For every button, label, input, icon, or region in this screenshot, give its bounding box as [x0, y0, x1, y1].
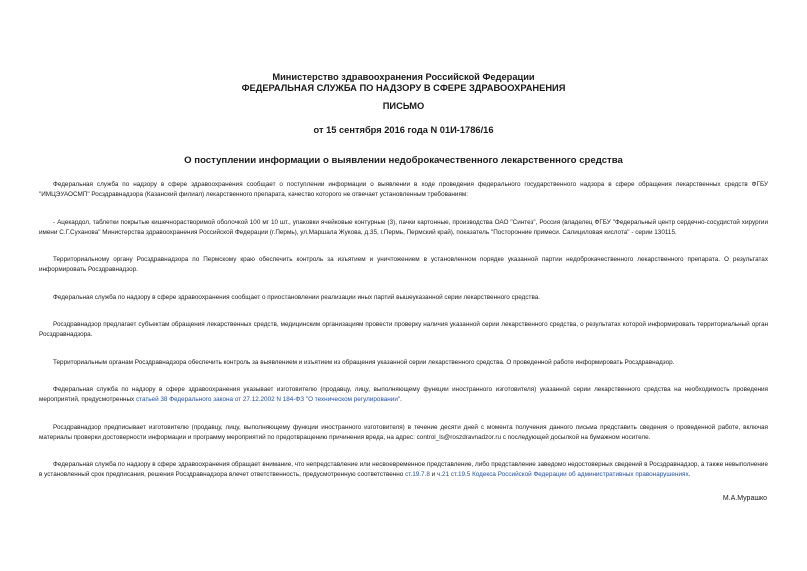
service-name: ФЕДЕРАЛЬНАЯ СЛУЖБА ПО НАДЗОРУ В СФЕРЕ ЗДРАВООХРАНЕНИЯ	[241, 83, 566, 93]
paragraph: Росздравнадзор предписывает изготовителю (продавцу, лицу, выполняющему функции иностранного изготовителя) в течение десяти дней с момента получения данного письма представить сведения о проведенной работе, включая материалы проверки достоверности информации и программу мероприятий по предотвращению причинения вреда, на адрес: control_ls@roszdravnadzor.ru с последующей досылкой на бумажном носителе.	[39, 423, 768, 441]
paragraph: Федеральная служба по надзору в сфере здравоохранения сообщает о приостановлении реализации иных партий вышеуказанной серии лекарственного средства.	[53, 293, 541, 301]
paragraph-text: Федеральная служба по надзору в сфере здравоохранения обращает внимание, что непредставление или несвоевременное представление, либо представление заведомо недостоверных сведений в Росздравнадзор, а также невыполнение в установленный срок предписания, решения Росздравнадзора влечет ответственность, предусмотренную соответственно	[39, 461, 768, 478]
paragraph: Территориальным органам Росздравнадзора обеспечить контроль за выявлением и изъятием из обращения указанной серии лекарственного средства. О проведенной работе информировать Росздравнадзор.	[53, 358, 675, 366]
document-title: О поступлении информации о выявлении недоброкачественного лекарственного средства	[184, 155, 623, 166]
paragraph: Территориальному органу Росздравнадзора по Пермскому краю обеспечить контроль за изъятием и уничтожением в установленном порядке указанной партии недоброкачественного лекарственного препарата. О результатах информировать Росздравнадзор.	[39, 256, 768, 273]
paragraph: Росздравнадзор предлагает субъектам обращения лекарственных средств, медицинским организациям провести проверку наличия указанной серии лекарственного средства, о результатах которой информировать территориальный орган Росздравнадзора.	[39, 321, 768, 338]
paragraph-with-law-link	[39, 385, 768, 405]
document-date-number: от 15 сентября 2016 года N 01И-1786/16	[313, 125, 494, 135]
paragraph-text: и	[429, 471, 437, 478]
document-type: ПИСЬМО	[382, 101, 425, 111]
paragraph-text: .	[688, 471, 691, 478]
paragraph: Федеральная служба по надзору в сфере здравоохранения сообщает о поступлении информации о выявлении в ходе проведения федерального государственного надзора в сфере обращения лекарственных средств ФГБУ "ИМЦЭУАОСМП" Росздравнадзора (Казанский филиал) лекарственного препарата, качество которого не отвечает установленным требованиям:	[39, 181, 768, 198]
koap-19-7-8-link[interactable]: ст.19.7.8	[405, 471, 430, 478]
paragraph-text: .	[400, 396, 402, 403]
ministry-name: Министерство здравоохранения Российской Федерации	[272, 72, 535, 82]
signature: М.А.Мурашко	[722, 495, 767, 502]
document-body	[39, 180, 768, 498]
koap-19-5-link[interactable]: ч.21 ст.19.5 Кодекса Российской Федерации об административных правонарушениях	[436, 471, 689, 478]
paragraph-text: Федеральная служба по надзору в сфере здравоохранения указывает изготовителю (продавцу, лицу, выполняющему функции иностранного изготовителя) указанной серии лекарственного средства на необходимость проведения мероприятий, предусмотренных	[39, 386, 768, 403]
paragraph-drug-item: - Ацекардол, таблетки покрытые кишечнорастворимой оболочкой 100 мг 10 шт., упаковки ячейковые контурные (3), пачки картонные, производства ОАО "Синтез", Россия (владелец ФГБУ "Федеральный центр сердечно-сосудистой хирургии имени С.Г.Суханова" Министерства здравоохранения Российской Федерации (г.Пермь), ул.Маршала Жукова, д.35, г.Пермь, Пермский край), показатель "Посторонние примеси. Салициловая кислота" - серии 130115.	[39, 218, 768, 236]
paragraph-with-koap-links	[39, 460, 768, 480]
law-184-fz-link[interactable]: статьей 38 Федерального закона от 27.12.2002 N 184-ФЗ "О техническом регулировании"	[135, 396, 401, 403]
